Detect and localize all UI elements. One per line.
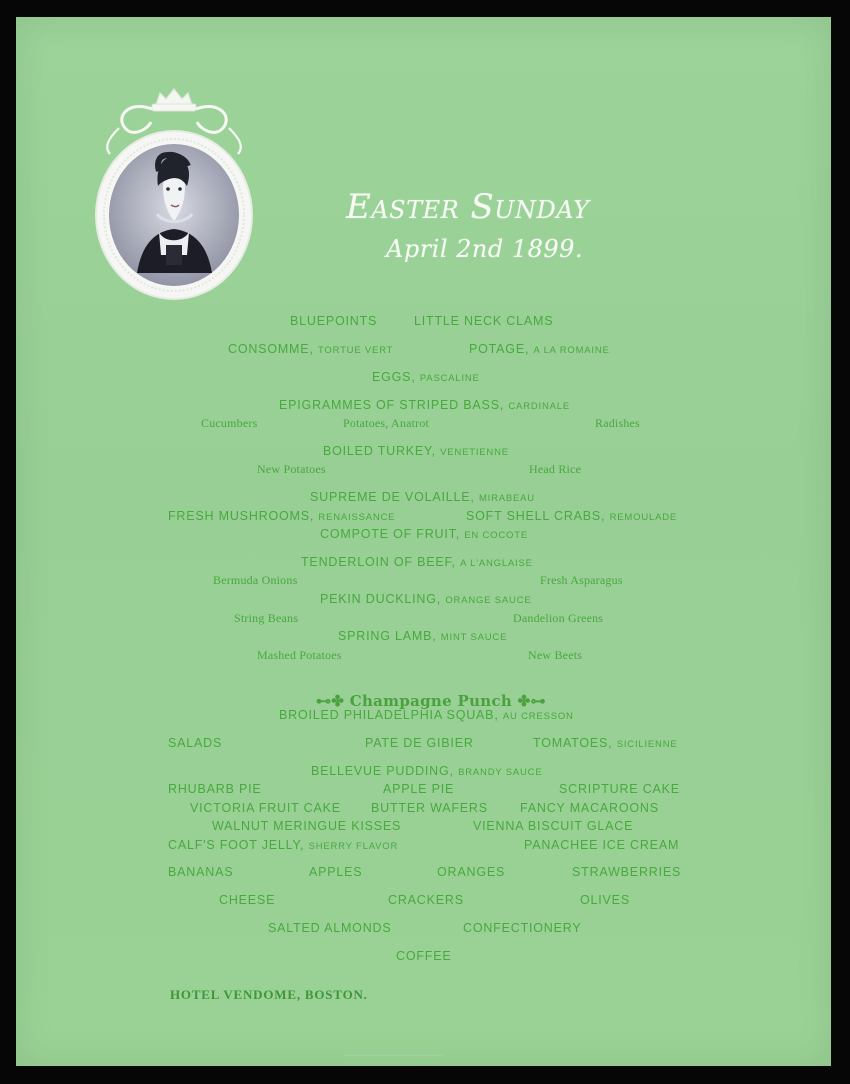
title-date: April 2nd 1899. [386,235,584,263]
title-easter-sunday: Easter Sunday [346,187,590,227]
menu-item-scripture-cake: SCRIPTURE CAKE [559,782,680,796]
lamb-style: MINT SAUCE [440,632,508,643]
menu-item-fancy-macaroons: FANCY MACAROONS [520,801,659,815]
pudding-label: BELLEVUE PUDDING, [311,764,454,778]
crabs-label: SOFT SHELL CRABS, [466,509,606,523]
menu-item-spring-lamb [338,629,507,643]
menu-item-confectionery: CONFECTIONERY [463,921,582,935]
side-cucumbers: Cucumbers [201,416,258,430]
eggs-style: PASCALINE [419,373,480,384]
menu-item-tenderloin [301,555,533,569]
menu-item-bananas: BANANAS [168,865,234,879]
portrait-cameo [94,75,254,301]
squab-label: BROILED PHILADELPHIA SQUAB, [279,708,499,722]
jelly-label: CALF'S FOOT JELLY, [168,838,305,852]
side-potatoes-anatrot: Potatoes, Anatrot [343,416,430,430]
side-string-beans: String Beans [234,611,299,625]
menu-item-cheese: CHEESE [219,893,276,907]
tenderloin-style: A L'ANGLAISE [460,558,533,569]
menu-item-consomme [228,342,393,356]
menu-item-compote [320,527,528,541]
side-bermuda-onions: Bermuda Onions [213,573,298,587]
squab-style: AU CRESSON [502,711,574,722]
menu-item-butter-wafers: BUTTER WAFERS [371,801,488,815]
menu-item-panachee-ice-cream: PANACHEE ICE CREAM [524,838,680,852]
pudding-style: BRANDY SAUCE [458,767,543,778]
tomatoes-label: TOMATOES, [533,736,613,750]
hotel-name: HOTEL VENDOME, BOSTON. [170,987,368,1002]
ornament-right-icon: ✤⊶ [517,692,546,710]
compote-label: COMPOTE OF FRUIT, [320,527,460,541]
supreme-style: MIRABEAU [478,493,535,504]
side-new-beets: New Beets [528,648,583,662]
eggs-label: EGGS, [372,370,416,384]
turkey-style: VENETIENNE [440,447,509,458]
menu-item-soft-shell-crabs [466,509,677,523]
side-dandelion-greens: Dandelion Greens [513,611,604,625]
side-head-rice: Head Rice [529,462,582,476]
jelly-style: SHERRY FLAVOR [308,841,399,852]
ornament-left-icon: ⊷✤ [316,692,350,710]
menu-item-squab [279,708,574,722]
bass-label: EPIGRAMMES OF STRIPED BASS, [279,398,505,412]
bass-style: CARDINALE [508,401,570,412]
menu-item-fresh-mushrooms [168,509,395,523]
champagne-punch-label: Champagne Punch [349,692,513,710]
mushrooms-label: FRESH MUSHROOMS, [168,509,315,523]
turkey-label: BOILED TURKEY, [323,444,436,458]
menu-item-crackers: CRACKERS [388,893,464,907]
duckling-style: ORANGE SAUCE [445,595,532,606]
menu-item-calfs-foot-jelly [168,838,398,852]
lamb-label: SPRING LAMB, [338,629,437,643]
consomme-style: TORTUE VERT [317,345,394,356]
potage-style: A LA ROMAINE [533,345,610,356]
menu-item-tomatoes [533,736,678,750]
menu-item-vienna-biscuit-glace: VIENNA BISCUIT GLACE [473,819,634,833]
menu-item-olives: OLIVES [580,893,630,907]
potage-label: POTAGE, [469,342,530,356]
side-radishes: Radishes [595,416,640,430]
menu-item-little-neck-clams: LITTLE NECK CLAMS [414,314,554,328]
side-fresh-asparagus: Fresh Asparagus [540,573,623,587]
side-mashed-potatoes: Mashed Potatoes [257,648,342,662]
menu-item-potage [469,342,610,356]
menu-item-eggs [372,370,480,384]
printer-mark: •••••••••••••••••••••••••••••••••••• [344,1052,444,1060]
mushrooms-style: RENAISSANCE [318,512,396,523]
menu-card [16,17,831,1066]
menu-item-victoria-fruit-cake: VICTORIA FRUIT CAKE [190,801,341,815]
menu-item-boiled-turkey [323,444,509,458]
menu-item-pate-de-gibier: PATE DE GIBIER [365,736,474,750]
crabs-style: REMOULADE [609,512,678,523]
compote-style: EN COCOTE [464,530,528,541]
duckling-label: PEKIN DUCKLING, [320,592,442,606]
menu-item-oranges: ORANGES [437,865,506,879]
consomme-label: CONSOMME, [228,342,314,356]
menu-item-salted-almonds: SALTED ALMONDS [268,921,392,935]
portrait-image [94,75,254,301]
menu-item-salads: SALADS [168,736,223,750]
menu-item-bluepoints: BLUEPOINTS [290,314,378,328]
tomatoes-style: SICILIENNE [616,739,678,750]
side-new-potatoes: New Potatoes [257,462,326,476]
menu-item-coffee: COFFEE [396,949,452,963]
tenderloin-label: TENDERLOIN OF BEEF, [301,555,456,569]
menu-item-walnut-meringue-kisses: WALNUT MERINGUE KISSES [212,819,402,833]
menu-item-rhubarb-pie: RHUBARB PIE [168,782,262,796]
menu-item-apple-pie: APPLE PIE [383,782,455,796]
menu-item-striped-bass [279,398,570,412]
menu-item-bellevue-pudding [311,764,542,778]
menu-item-pekin-duckling [320,592,532,606]
supreme-label: SUPREME DE VOLAILLE, [310,490,475,504]
menu-item-apples: APPLES [309,865,363,879]
menu-item-strawberries: STRAWBERRIES [572,865,682,879]
menu-item-supreme-de-volaille [310,490,535,504]
